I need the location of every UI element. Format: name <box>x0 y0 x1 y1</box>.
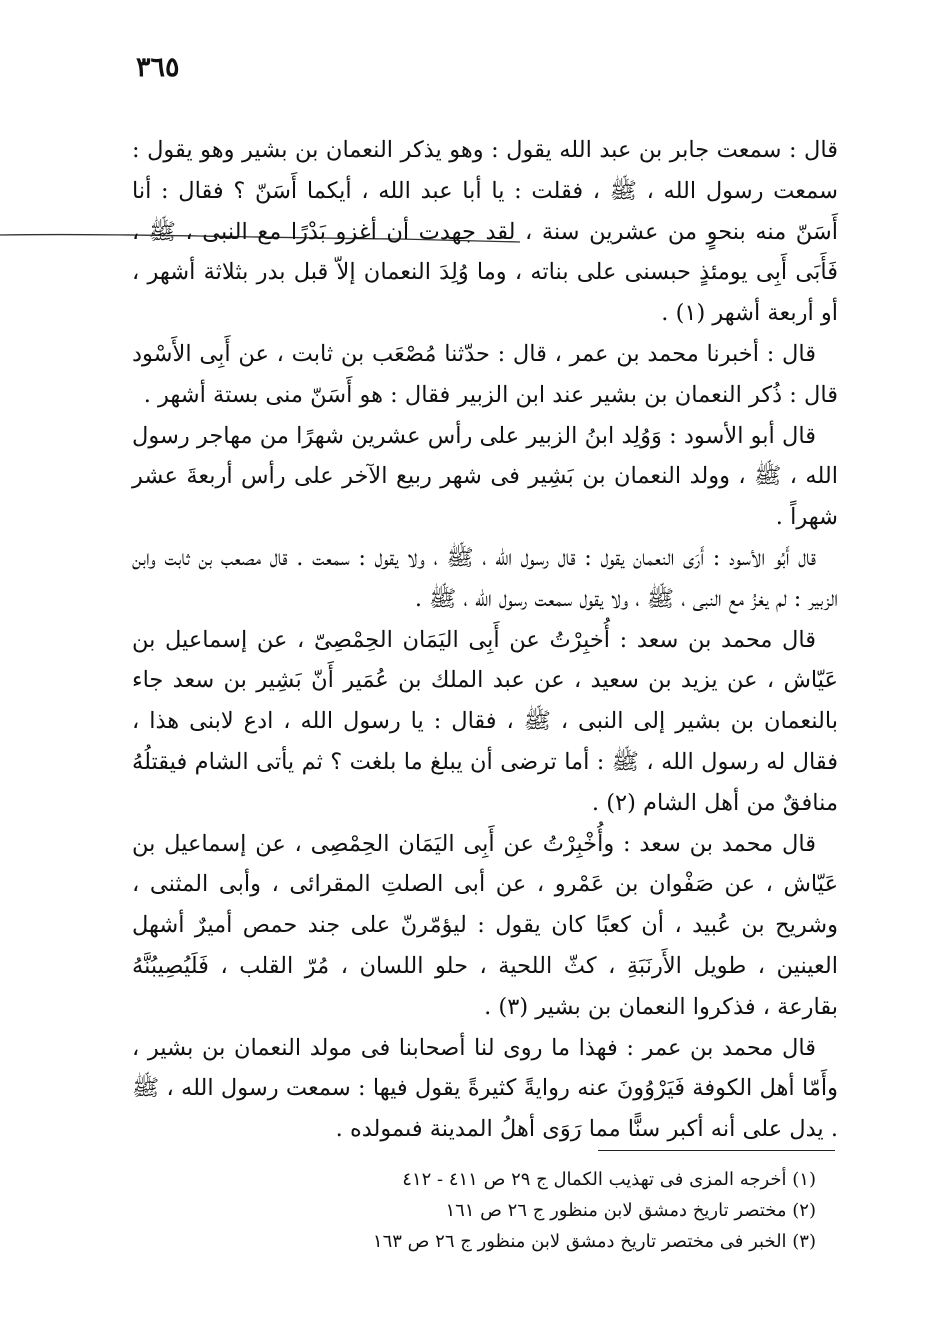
footnote-2: (٢) مختصر تاريخ دمشق لابن منظور ج ٢٦ ص ١٦١ <box>445 1200 816 1221</box>
footnotes <box>320 1164 816 1257</box>
paragraph-4: قال أَبُو الأسود : أَرَى النعمان يقول : قال رسول الله ، ﷺ ، ولا يقول : سمعت . قال مصعب بن ثابت وابن الزبير : لم يغزُ مع النبى ، ﷺ ، ولا يقول سمعت رسول الله ، ﷺ . <box>132 544 838 612</box>
footnote-3: (٣) الخبر فى مختصر تاريخ دمشق لابن منظور ج ٢٦ ص ١٦٣ <box>372 1231 816 1252</box>
footnote-divider <box>598 1150 835 1151</box>
paragraph-5: قال محمد بن سعد : أُخبِرْتُ عن أَبِى اليَمَان الحِمْصِىّ ، عن إسماعيل بن عَيّاش ، عن يزيد بن سعيد ، عن عبد الملك بن عُمَير أَنّ بَشِير بن سعد جاء بالنعمان بن بشير إلى النبى ، ﷺ ، فقال : يا رسول الله ، ادع لابنى هذا ، فقال له رسول الله ، ﷺ : أما ترضى أن يبلغ ما بلغت ؟ ثم يأتى الشام فيقتلُهُ منافقٌ من أهل الشام (٢) . <box>132 626 838 816</box>
paragraph-3: قال أبو الأسود : وَوُلِد ابنُ الزبير على رأس عشرين شهرًا من مهاجر رسول الله ، ﷺ ، وولد النعمان بن بَشِير فى شهر ربيع الآخر على رأس أربعةَ عشر شهراً . <box>132 422 838 531</box>
main-text <box>132 130 838 1150</box>
paragraph-2: قال : أخبرنا محمد بن عمر ، قال : حدّثنا مُصْعَب بن ثابت ، عن أَبِى الأَسْود قال : ذُكر النعمان بن بشير عند ابن الزبير فقال : هو أَسَنّ منى بستة أشهر . <box>132 340 838 408</box>
paragraph-7: قال محمد بن عمر : فهذا ما روى لنا أصحابنا فى مولد النعمان بن بشير ، وأَمّا أهل الكوفة فَيَرْوُونَ عنه روايةً كثيرةً يقول فيها : سمعت رسول الله ، ﷺ . يدل على أنه أكبر سنًّا مما رَوَى أهلُ المدينة فىمولده . <box>132 1034 838 1143</box>
paragraph-1: قال : سمعت جابر بن عبد الله يقول : وهو يذكر النعمان بن بشير وهو يقول : سمعت رسول الله ، ﷺ ، فقلت : يا أبا عبد الله ، أيكما أَسَنّ ؟ فقال : أنا أَسَنّ منه بنحوٍ من عشرين سنة ، لقد جهدت أن أغزو بَدْرًا مع النبى ، ﷺ ، فَأَبَى أَبِى يومئذٍ حبسنى على بناته ، وما وُلِدَ النعمان إلاّ قبل بدر بثلاثة أشهر ، أو أربعة أشهر (١) . <box>132 137 838 327</box>
footnote-1: (١) أخرجه المزى فى تهذيب الكمال ج ٢٩ ص ٤١١ - ٤١٢ <box>402 1169 816 1190</box>
paragraph-6: قال محمد بن سعد : وأُخْبِرْتُ عن أَبِى اليَمَان الحِمْصِى ، عن إسماعيل بن عَيّاش ، عن صَفْوان بن عَمْرو ، عن أبى الصلتِ المقرائى ، وأبى المثنى ، وشريح بن عُبيد ، أن كعبًا كان يقول : ليؤمّرنّ على جند حمص أميرٌ أشهل العينين ، طويل الأَرنَبَةِ ، كثّ اللحية ، حلو اللسان ، مُرّ القلب ، فَلَيُصِيبُنَّهُ بقارعة ، فذكروا النعمان بن بشير (٣) . <box>132 830 838 1020</box>
page-number: ٣٦٥ <box>136 52 180 83</box>
